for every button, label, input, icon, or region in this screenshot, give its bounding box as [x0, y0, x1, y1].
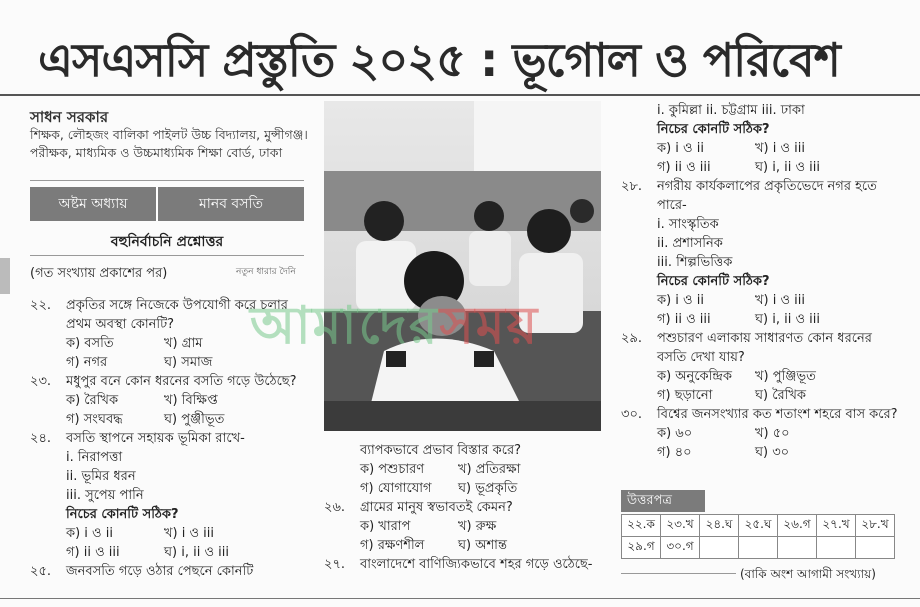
answer-cell	[817, 537, 856, 559]
next-note-rule	[621, 573, 736, 574]
answer-cell: ২৭.খ	[817, 515, 856, 537]
q24-prompt: নিচের কোনটি সঠিক?	[66, 507, 179, 522]
q22-options-row2: গ) নগর ঘ) সমাজ	[66, 355, 213, 370]
question-29: ২৯. পশুচারণ এলাকায় সাধারণত কোন ধরনের বসতি দেখা যায়?	[621, 331, 872, 365]
answer-cell: ২২.ক	[622, 515, 661, 537]
next-issue-note: (বাকি অংশ আগামী সংখ্যায়)	[740, 567, 876, 581]
q30-options-row2: গ) ৪০ ঘ) ৩০	[657, 445, 790, 460]
q24-item: iii. সুপেয় পানি	[66, 488, 144, 503]
question-28: ২৮. নগরীয় কার্যকলাপের প্রকৃতিভেদে নগর হতে পারে-	[621, 179, 877, 213]
q25-options-row2: গ) যোগাযোগ ঘ) ভূপ্রকৃতি	[360, 481, 518, 496]
title-rule	[0, 94, 920, 96]
answer-cell: ২৬.গ	[778, 515, 817, 537]
chapter-name: মানব বসতি	[199, 196, 263, 212]
q26-options-row1: ক) খারাপ খ) রুক্ষ	[360, 519, 497, 534]
chapter-number: অষ্টম অধ্যায়	[30, 187, 158, 221]
author-description: শিক্ষক, লৌহজং বালিকা পাইলট উচ্চ বিদ্যালয়, মুন্সীগঞ্জ। পরীক্ষক, মাধ্যমিক ও উচ্চমাধ্যমিক শিক্ষা বোর্ড, ঢাকা	[30, 127, 308, 160]
page-title: এসএসসি প্রস্তুতি ২০২৫ : ভূগোল ও পরিবেশ	[38, 33, 840, 87]
section-rule	[30, 255, 304, 256]
section-heading: বহুনির্বাচনি প্রশ্নোত্তর	[110, 234, 224, 250]
question-26: ২৬. গ্রামের মানুষ স্বভাবতই কেমন?	[324, 500, 513, 515]
answer-cell: ২৫.ঘ	[739, 515, 778, 537]
q26-options-row2: গ) রক্ষণশীল ঘ) অশান্ত	[360, 538, 507, 553]
q29-options-row2: গ) ছড়ানো ঘ) রৈখিক	[657, 388, 806, 403]
answer-cell: ২৩.খ	[661, 515, 700, 537]
previous-note: (গত সংখ্যায় প্রকাশের পর)	[30, 266, 168, 281]
chapter-banner	[30, 187, 304, 221]
q29-options-row1: ক) অনুকেন্দ্রিক খ) পুঞ্জিভূত	[657, 369, 816, 384]
question-24: ২৪. বসতি স্থাপনে সহায়ক ভূমিকা রাখে-	[30, 431, 245, 446]
continuation-note: নতুন ধারার দৈনি	[236, 267, 296, 277]
q27-items: i. কুমিল্লা ii. চট্টগ্রাম iii. ঢাকা	[657, 103, 805, 118]
q23-options-row2: গ) সংঘবদ্ধ ঘ) পুঞ্জীভূত	[66, 412, 225, 427]
column-2	[324, 441, 604, 574]
q24-options-row2: গ) ii ও iii ঘ) i, ii ও iii	[66, 545, 230, 560]
answer-row	[622, 537, 895, 559]
q25-options-row1: ক) পশুচারণ খ) প্রতিরক্ষা	[360, 462, 521, 477]
answer-cell	[739, 537, 778, 559]
q24-item: i. নিরাপত্তা	[66, 450, 123, 465]
question-30: ৩০. বিশ্বের জনসংখ্যার কত শতাংশ শহরে বাস করে?	[621, 407, 898, 422]
q30-options-row1: ক) ৬০ খ) ৫০	[657, 426, 790, 441]
q24-item: ii. ভূমির ধরন	[66, 469, 136, 484]
q28-options-row2: গ) ii ও iii ঘ) i, ii ও iii	[657, 312, 821, 327]
answer-cell	[700, 537, 739, 559]
q23-options-row1: ক) রৈখিক খ) বিক্ষিপ্ত	[66, 393, 218, 408]
answer-cell: ৩০.গ	[661, 537, 700, 559]
q28-item: iii. শিল্পভিত্তিক	[657, 255, 733, 270]
answer-cell: ২৮.খ	[856, 515, 895, 537]
q27-options-row2: গ) ii ও iii ঘ) i, ii ও iii	[657, 160, 821, 175]
answer-cell: ২৪.ঘ	[700, 515, 739, 537]
bottom-rule	[0, 598, 920, 599]
page-edge-tab	[0, 258, 10, 294]
answer-key-table	[621, 514, 895, 559]
answer-key-heading: উত্তরপত্র	[621, 490, 705, 512]
author-name: সাধন সরকার	[30, 108, 109, 126]
q27-prompt: নিচের কোনটি সঠিক?	[657, 122, 770, 137]
q25-continuation: ব্যাপকভাবে প্রভাব বিস্তার করে?	[360, 443, 521, 458]
column-3	[621, 101, 903, 462]
watermark: আমাদেরসময়	[250, 296, 540, 356]
answer-cell: ২৯.গ	[622, 537, 661, 559]
q28-prompt: নিচের কোনটি সঠিক?	[657, 274, 770, 289]
q28-item: ii. প্রশাসনিক	[657, 236, 723, 251]
answer-row	[622, 515, 895, 537]
answer-cell	[778, 537, 817, 559]
question-27: ২৭. বাংলাদেশে বাণিজ্যিকভাবে শহর গড়ে ওঠেছে-	[324, 557, 593, 572]
q24-options-row1: ক) i ও ii খ) i ও iii	[66, 526, 215, 541]
q27-options-row1: ক) i ও ii খ) i ও iii	[657, 141, 806, 156]
question-22: ২২. প্রকৃতির সঙ্গে নিজেকে উপযোগী করে চলার প্রথম অবস্থা কোনটি?	[30, 298, 288, 332]
q22-options-row1: ক) বসতি খ) গ্রাম	[66, 336, 203, 351]
question-23: ২৩. মধুপুর বনে কোন ধরনের বসতি গড়ে উঠেছে?	[30, 374, 297, 389]
answer-cell	[856, 537, 895, 559]
classroom-photo	[324, 101, 601, 431]
question-25: ২৫. জনবসতি গড়ে ওঠার পেছনে কোনটি	[30, 564, 254, 579]
author-rule	[30, 180, 304, 181]
q28-item: i. সাংস্কৃতিক	[657, 217, 719, 232]
q28-options-row1: ক) i ও ii খ) i ও iii	[657, 293, 806, 308]
